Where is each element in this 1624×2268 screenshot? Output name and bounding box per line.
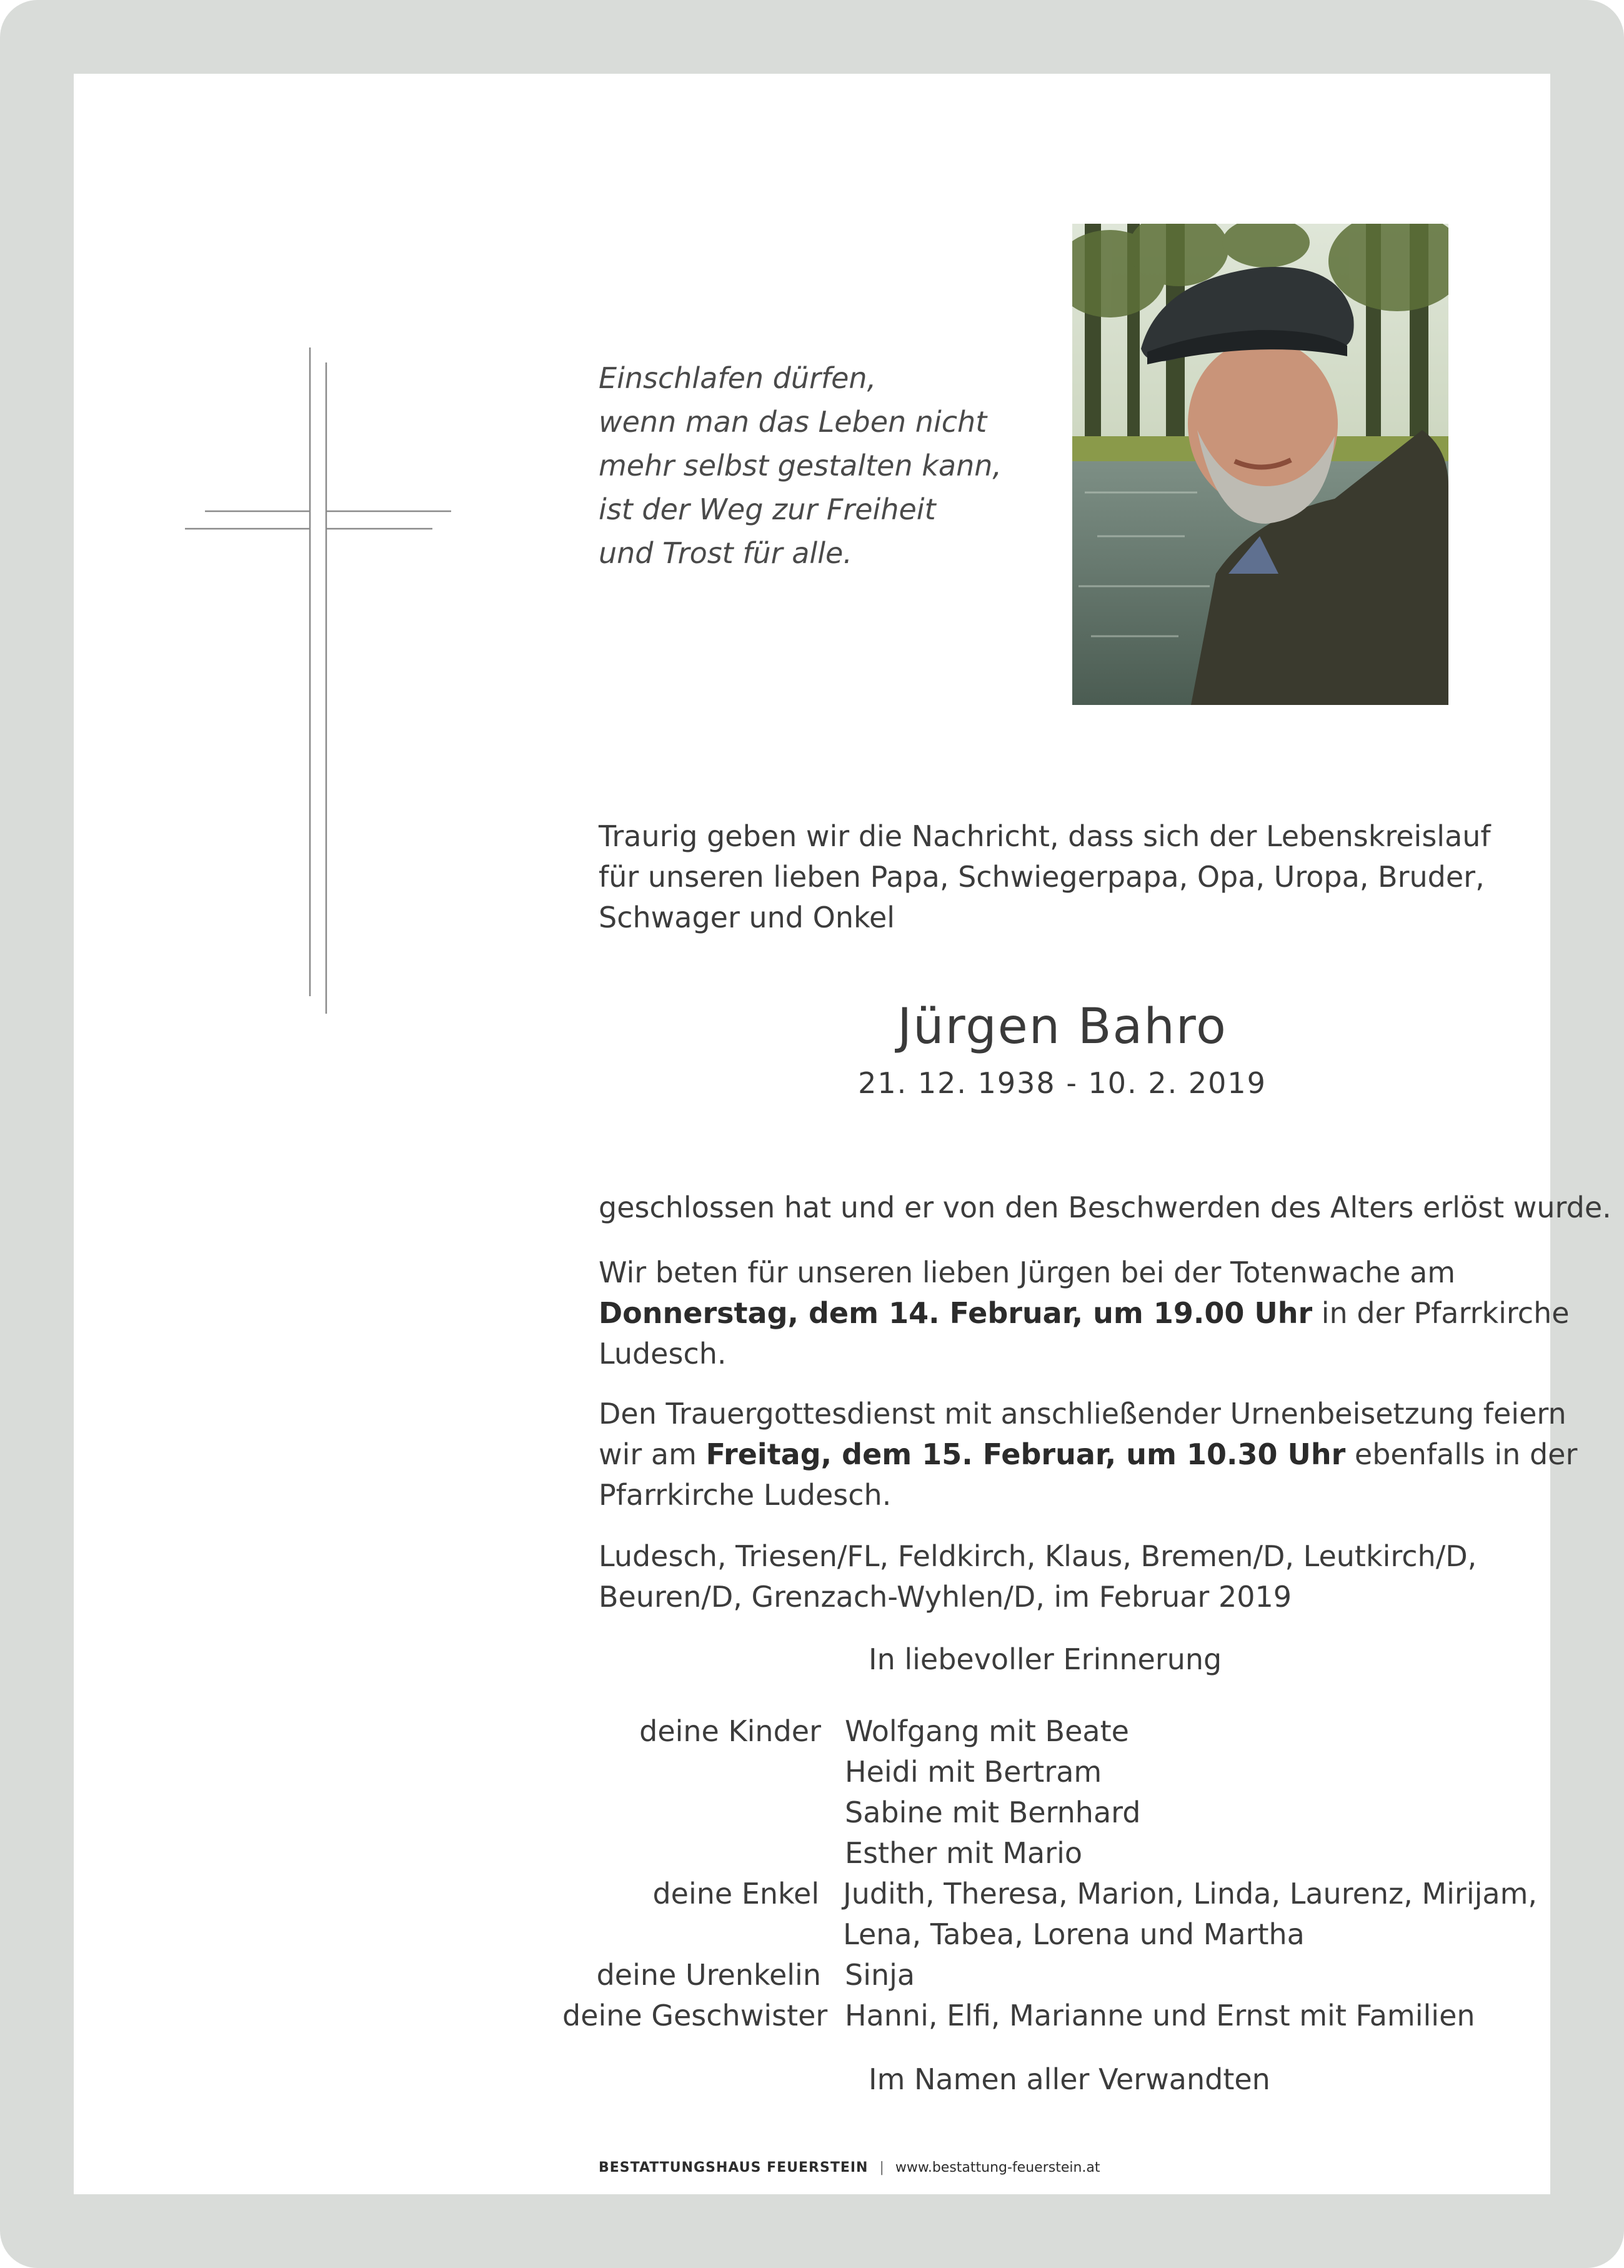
relative-name: Lena, Tabea, Lorena und Martha bbox=[843, 1917, 1305, 1951]
intro-line: Traurig geben wir die Nachricht, dass sich der Lebenskreislauf bbox=[599, 819, 1491, 853]
relative-name: Wolfgang mit Beate bbox=[845, 1714, 1129, 1748]
funeral-paragraph bbox=[599, 1394, 1578, 1516]
closed-paragraph bbox=[599, 1187, 1612, 1228]
wake-line bbox=[599, 1293, 1570, 1334]
relative-name: Sinja bbox=[845, 1958, 915, 1992]
footer-website-link[interactable]: www.bestattung-feuerstein.at bbox=[895, 2160, 1100, 2176]
closed-line: geschlossen hat und er von den Beschwerden des Alters erlöst wurde. bbox=[599, 1191, 1612, 1224]
relatives-label: deine Enkel bbox=[652, 1877, 820, 1911]
intro-line: Schwager und Onkel bbox=[599, 901, 895, 934]
wake-datetime: Donnerstag, dem 14. Februar, um 19.00 Uhr bbox=[599, 1296, 1313, 1330]
relative-name: Heidi mit Bertram bbox=[845, 1755, 1102, 1789]
poem-line: mehr selbst gestalten kann, bbox=[599, 449, 1002, 482]
signoff-line: Im Namen aller Verwandten bbox=[869, 2062, 1270, 2096]
poem-line: und Trost für alle. bbox=[599, 536, 852, 570]
footer bbox=[599, 2160, 1100, 2176]
places-paragraph bbox=[599, 1536, 1536, 1617]
poem-line: ist der Weg zur Freiheit bbox=[599, 492, 936, 526]
wake-line: Wir beten für unseren lieben Jürgen bei der Totenwache am bbox=[599, 1256, 1456, 1289]
footer-separator: | bbox=[879, 2160, 884, 2176]
relatives-list bbox=[562, 1711, 1537, 2036]
intro-line: für unseren lieben Papa, Schwiegerpapa, Opa, Uropa, Bruder, bbox=[599, 860, 1485, 894]
relative-name: Judith, Theresa, Marion, Linda, Laurenz, Mirijam, bbox=[843, 1877, 1537, 1911]
closing-line: In liebevoller Erinnerung bbox=[869, 1642, 1222, 1676]
footer-company: BESTATTUNGSHAUS FEUERSTEIN bbox=[599, 2160, 869, 2176]
funeral-prefix: wir am bbox=[599, 1437, 706, 1471]
relatives-row bbox=[562, 1874, 1537, 1955]
wake-paragraph bbox=[599, 1252, 1570, 1374]
relative-name: Hanni, Elfi, Marianne und Ernst mit Familien bbox=[845, 1999, 1475, 2032]
wake-location: in der Pfarrkirche bbox=[1312, 1296, 1570, 1330]
poem-line: wenn man das Leben nicht bbox=[599, 405, 987, 439]
funeral-line bbox=[599, 1434, 1578, 1475]
relatives-row bbox=[562, 1711, 1537, 1874]
relatives-label: deine Geschwister bbox=[562, 1999, 828, 2032]
relative-name: Sabine mit Bernhard bbox=[845, 1796, 1141, 1829]
portrait-photo bbox=[1072, 224, 1448, 705]
places-line: Ludesch, Triesen/FL, Feldkirch, Klaus, Bremen/D, Leutkirch/D, bbox=[599, 1539, 1477, 1573]
poem bbox=[599, 356, 1036, 575]
relatives-label: deine Urenkelin bbox=[596, 1958, 821, 1992]
poem-line: Einschlafen dürfen, bbox=[599, 361, 877, 395]
funeral-location: ebenfalls in der bbox=[1345, 1437, 1578, 1471]
relatives-label: deine Kinder bbox=[639, 1714, 821, 1748]
funeral-line: Pfarrkirche Ludesch. bbox=[599, 1478, 892, 1512]
relative-name: Esther mit Mario bbox=[845, 1836, 1083, 1870]
funeral-line: Den Trauergottesdienst mit anschließender Urnenbeisetzung feiern bbox=[599, 1397, 1567, 1431]
places-line: Beuren/D, Grenzach-Wyhlen/D, im Februar 2019 bbox=[599, 1580, 1292, 1614]
life-dates: 21. 12. 1938 - 10. 2. 2019 bbox=[858, 1066, 1267, 1100]
relatives-row bbox=[562, 1955, 1537, 1996]
funeral-datetime: Freitag, dem 15. Februar, um 10.30 Uhr bbox=[705, 1437, 1346, 1471]
deceased-name: Jürgen Bahro bbox=[897, 999, 1227, 1055]
wake-line: Ludesch. bbox=[599, 1337, 727, 1371]
relatives-row bbox=[562, 1996, 1537, 2036]
announcement-intro bbox=[599, 816, 1536, 938]
